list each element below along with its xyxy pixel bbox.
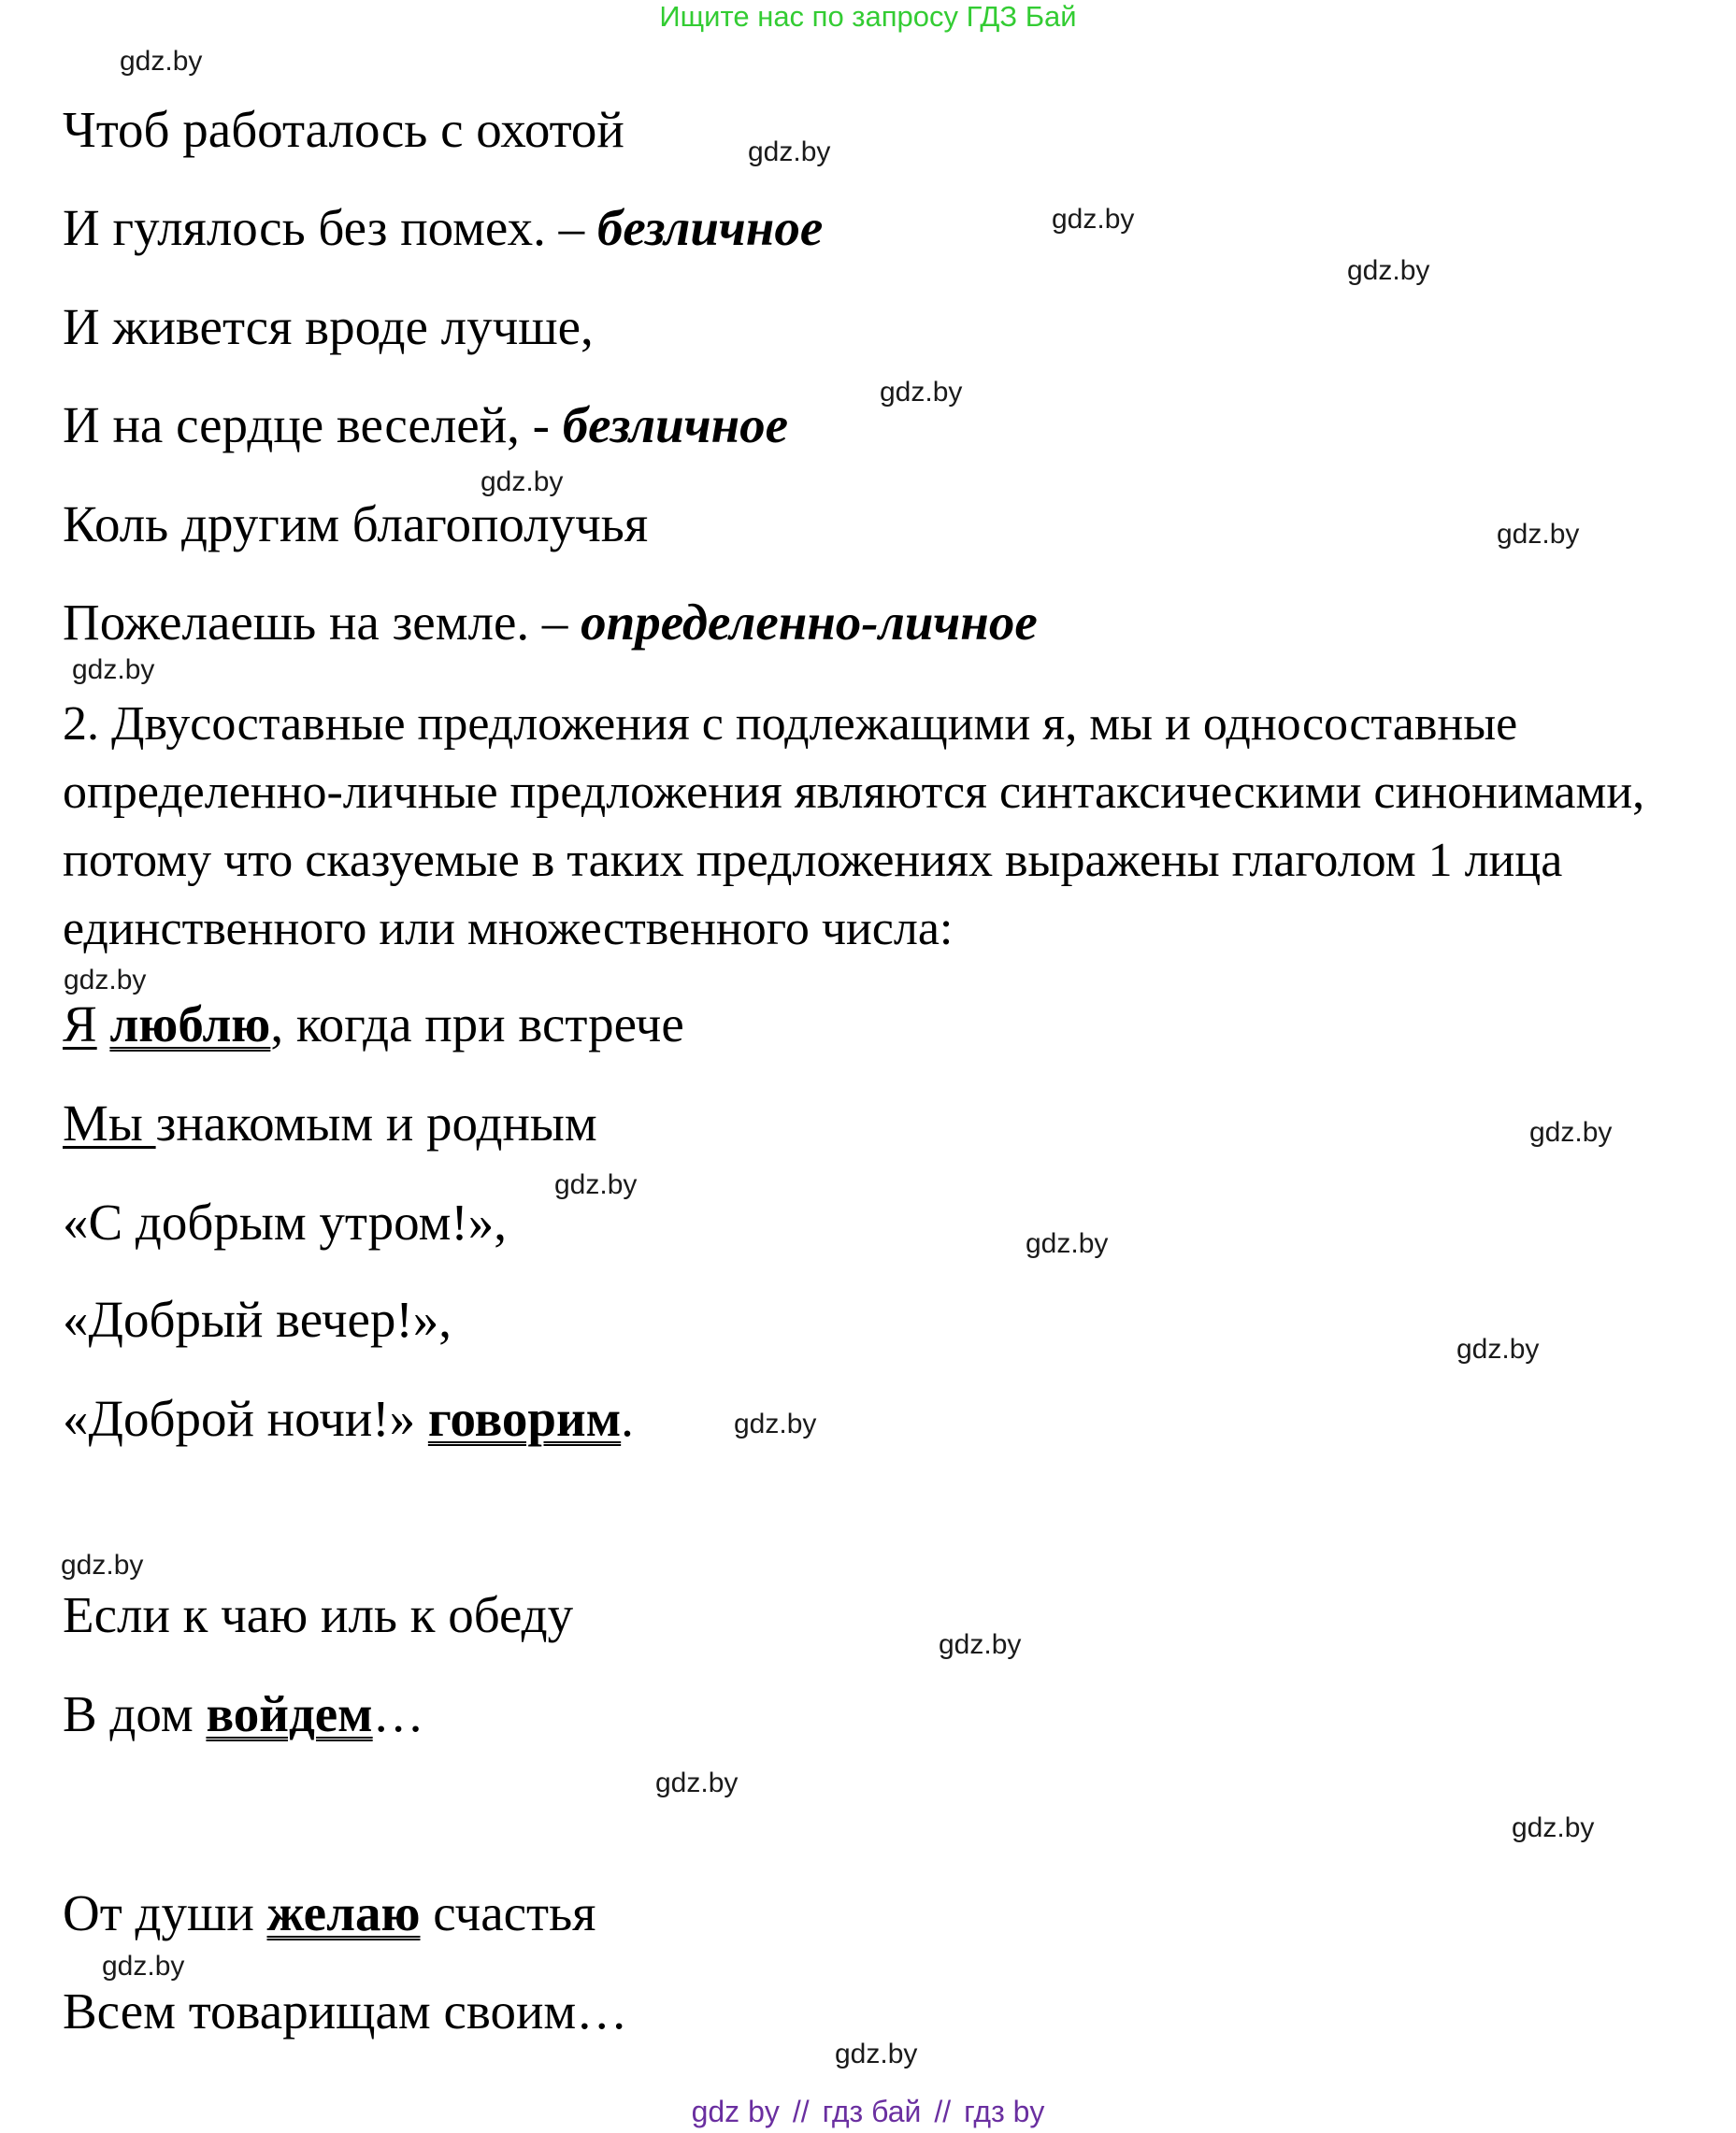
predicate-word: желаю xyxy=(266,1884,421,1941)
watermark-text: gdz.by xyxy=(120,46,203,77)
poem1-line6 xyxy=(63,593,1038,652)
watermark-text: gdz.by xyxy=(880,377,963,408)
poem2-line2 xyxy=(63,1094,597,1153)
predicate-word: говорим xyxy=(427,1390,622,1447)
poem1-line3: И живется вроде лучше, xyxy=(63,298,594,355)
poem3-line1: Если к чаю иль к обеду xyxy=(63,1586,574,1643)
watermark-text: gdz.by xyxy=(1497,519,1580,550)
poem2-line1-rest: , когда при встрече xyxy=(270,995,684,1052)
poem1-line1: Чтоб работалось с охотой xyxy=(63,101,624,158)
subject-word: Мы xyxy=(63,1095,156,1152)
poem2-line2-rest: знакомым и родным xyxy=(155,1095,597,1152)
watermark-text: gdz.by xyxy=(1052,204,1135,235)
footer-links xyxy=(0,2094,1736,2129)
poem1-line4 xyxy=(63,395,788,455)
watermark-text: gdz.by xyxy=(481,466,564,497)
poem2-line5 xyxy=(63,1389,634,1449)
poem1-line2 xyxy=(63,198,823,258)
watermark-text: gdz.by xyxy=(939,1629,1022,1660)
predicate-word: войдем xyxy=(206,1685,373,1742)
poem2-line4: «Добрый вечер!», xyxy=(63,1291,452,1348)
watermark-text: gdz.by xyxy=(72,654,155,685)
sentence-type-label: безличное xyxy=(596,199,824,256)
watermark-text: gdz.by xyxy=(1529,1117,1613,1148)
watermark-text: gdz.by xyxy=(102,1951,185,1982)
poem3-line2-end: … xyxy=(372,1685,424,1742)
watermark-text: gdz.by xyxy=(748,136,831,167)
watermark-text: gdz.by xyxy=(1512,1812,1595,1843)
poem2-line5-end: . xyxy=(621,1390,634,1447)
footer-separator: // xyxy=(792,2095,810,2128)
watermark-text: gdz.by xyxy=(61,1550,144,1581)
poem1-line2-text: И гулялось без помех. – xyxy=(63,199,597,256)
answer-paragraph-2: 2. Двусоставные предложения с подлежащими я, мы и односоставные определенно-личные предложения являются синтаксическими синонимами, потому что сказуемые в таких предложениях выражены глаголом 1 лица единственного или множественного числа: xyxy=(63,697,1645,955)
poem1-line5: Коль другим благополучья xyxy=(63,495,649,552)
watermark-text: gdz.by xyxy=(1456,1334,1540,1365)
footer-link-gdz-bai[interactable]: гдз бай xyxy=(822,2095,922,2128)
footer-link-gdz-by-cyrillic[interactable]: гдз by xyxy=(964,2095,1045,2128)
poem3-line3 xyxy=(63,1883,595,1943)
poem3-line3-end: счастья xyxy=(420,1884,596,1941)
poem3-line2 xyxy=(63,1684,424,1744)
poem3-line3-text: От души xyxy=(63,1884,267,1941)
poem3-line4: Всем товарищам своим… xyxy=(63,1983,628,2040)
sentence-type-label: безличное xyxy=(562,396,789,453)
watermark-text: gdz.by xyxy=(734,1409,817,1439)
poem2-line1 xyxy=(63,995,684,1054)
poem1-line6-text: Пожелаешь на земле. – xyxy=(63,594,581,651)
poem2-line3: «С добрым утром!», xyxy=(63,1194,507,1251)
watermark-text: gdz.by xyxy=(835,2039,918,2069)
sentence-type-label: определенно-личное xyxy=(581,594,1038,651)
poem3-line2-text: В дом xyxy=(63,1685,207,1742)
search-hint-link[interactable]: Ищите нас по запросу ГДЗ Бай xyxy=(659,0,1077,33)
poem2-line5-text: «Доброй ночи!» xyxy=(63,1390,428,1447)
watermark-text: gdz.by xyxy=(1347,255,1430,286)
footer-link-gdz-by[interactable]: gdz by xyxy=(691,2095,780,2128)
footer-separator: // xyxy=(934,2095,952,2128)
subject-word: Я xyxy=(63,995,97,1052)
watermark-text: gdz.by xyxy=(1026,1228,1109,1259)
watermark-text: gdz.by xyxy=(655,1768,739,1798)
watermark-text: gdz.by xyxy=(64,965,147,995)
watermark-text: gdz.by xyxy=(554,1169,638,1200)
predicate-word: люблю xyxy=(109,995,271,1052)
poem1-line4-text: И на сердце веселей, - xyxy=(63,396,563,453)
